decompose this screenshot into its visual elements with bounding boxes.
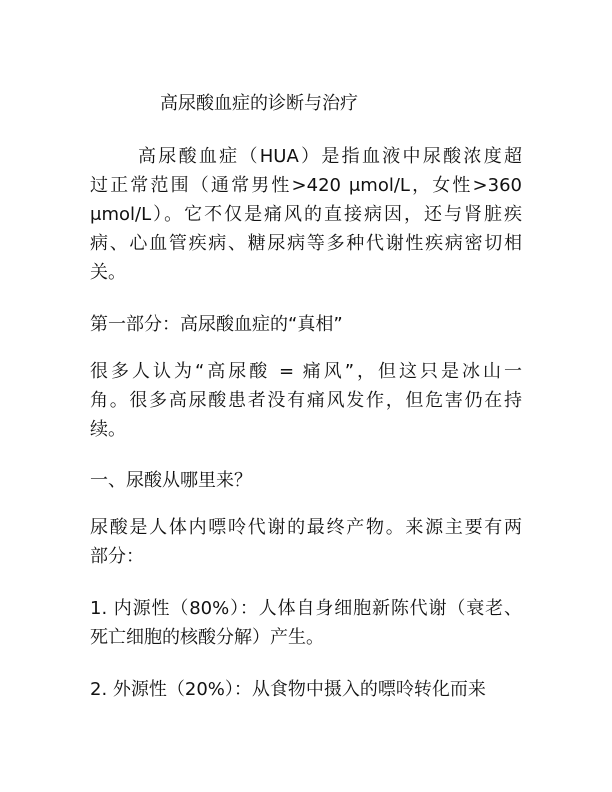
subsection-heading — [90, 466, 522, 495]
intro-line-1: 高尿酸血症（HUA）是指血液中尿酸浓度超 — [138, 146, 522, 167]
subsection-line-2: 部分： — [90, 546, 144, 567]
subsection-paragraph — [90, 513, 522, 571]
list-item-endogenous — [90, 594, 522, 652]
section-line-1: 很多人认为“高尿酸 = 痛风”，但这只是冰山一 — [90, 361, 522, 382]
intro-line-4: 病、心血管疾病、糖尿病等多种代谢性疾病密切相 — [90, 233, 522, 254]
list-item-exogenous — [90, 675, 522, 704]
subsection-line-1: 尿酸是人体内嘌呤代谢的最终产物。来源主要有两 — [90, 517, 522, 538]
list-item-1-line-2: 死亡细胞的核酸分解）产生。 — [90, 627, 324, 648]
section-heading-text: 第一部分：高尿酸血症的“真相” — [90, 314, 343, 335]
document-title: 高尿酸血症的诊断与治疗 — [160, 93, 358, 114]
list-item-2-line-1: 2. 外源性（20%）：从食物中摄入的嘌呤转化而来 — [90, 679, 486, 700]
section-heading — [90, 310, 522, 339]
intro-line-5: 关。 — [90, 262, 126, 283]
intro-line-2: 过正常范围（通常男性>420 μmol/L，女性>360 — [90, 175, 522, 196]
section-line-2: 角。很多高尿酸患者没有痛风发作，但危害仍在持 — [90, 390, 522, 411]
intro-paragraph — [90, 142, 522, 287]
intro-line-3: μmol/L）。它不仅是痛风的直接病因，还与肾脏疾 — [90, 204, 522, 225]
section-paragraph — [90, 357, 522, 444]
list-item-1-line-1: 1. 内源性（80%）：人体自身细胞新陈代谢（衰老、 — [90, 598, 522, 619]
section-line-3: 续。 — [90, 419, 126, 440]
subsection-heading-text: 一、尿酸从哪里来？ — [90, 470, 252, 491]
